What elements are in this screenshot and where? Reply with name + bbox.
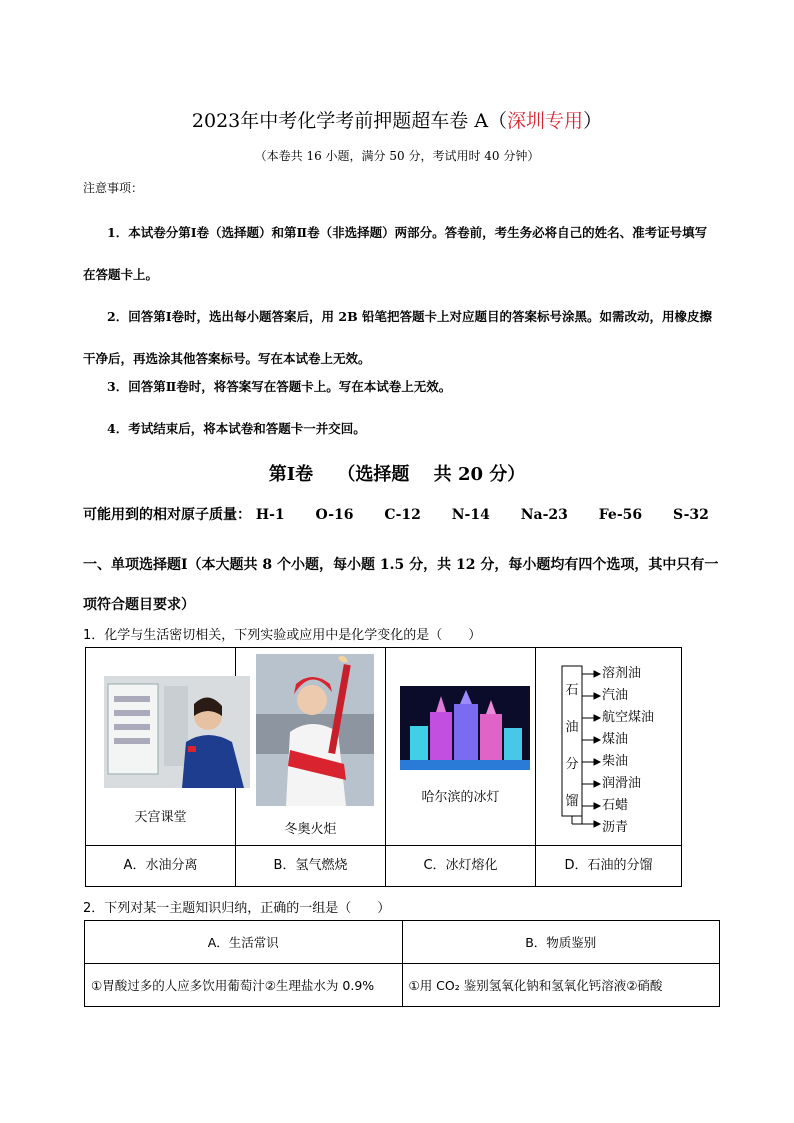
mass-na: Na-23 <box>520 507 568 523</box>
title-end: ） <box>583 110 603 132</box>
caption-torch: 冬奥火炬 <box>284 822 337 837</box>
masses-label: 可能用到的相对原子质量： <box>83 507 251 523</box>
oil-vertical-label <box>564 672 580 820</box>
tiangong-classroom-image <box>104 676 250 788</box>
oil-product: 柴油 <box>602 754 629 769</box>
oil-product: 煤油 <box>602 732 629 747</box>
caption-tiangong: 天宫课堂 <box>134 810 187 825</box>
mass-h: H-1 <box>255 507 285 523</box>
mass-c: C-12 <box>384 507 421 523</box>
oil-char-3: 分 <box>565 757 579 772</box>
oil-char-2: 油 <box>565 720 579 735</box>
notice-item-1: 1．本试卷分第Ⅰ卷（选择题）和第Ⅱ卷（非选择题）两部分。答卷前，考生务必将自己的姓名、准考证号填写在答题卡上。 <box>83 225 708 282</box>
question-1-stem: 1．化学与生活密切相关，下列实验或应用中是化学变化的是（ ） <box>83 628 482 643</box>
mass-n: N-14 <box>451 507 490 523</box>
q1-cell-a <box>86 648 236 846</box>
mass-s: S-32 <box>673 507 709 523</box>
q2-header-a: A．生活常识 <box>85 921 403 964</box>
oil-product: 航空煤油 <box>602 710 655 725</box>
q2-header-b: B．物质鉴别 <box>402 921 720 964</box>
section-title: 第Ⅰ卷 （选择题 共 20 分） <box>268 464 526 485</box>
q1-cell-c <box>386 648 536 846</box>
mass-fe: Fe-56 <box>598 507 643 523</box>
ice-lantern-image <box>400 686 530 770</box>
title-main: 2023年中考化学考前押题超车卷 A（ <box>191 110 508 132</box>
q2-cell-b1: ①用 CO₂ 鉴别氢氧化钠和氢氧化钙溶液②硝酸 <box>402 964 720 1007</box>
oil-product: 溶剂油 <box>602 666 642 681</box>
notice-heading: 注意事项： <box>83 181 144 195</box>
notice-item-3: 3．回答第Ⅱ卷时，将答案写在答题卡上。写在本试卷上无效。 <box>107 379 452 394</box>
q1-cell-b <box>236 648 386 846</box>
oil-product: 润滑油 <box>602 776 642 791</box>
option-d: D．石油的分馏 <box>536 846 682 887</box>
question-2-table <box>84 920 720 1007</box>
oil-product: 石蜡 <box>602 798 629 813</box>
oil-char-1: 石 <box>565 683 579 698</box>
atomic-masses <box>83 504 735 524</box>
part-heading: 一、单项选择题Ⅰ（本大题共 8 个小题，每小题 1.5 分，共 12 分，每小题均有四个选项，其中只有一项符合题目要求） <box>83 557 719 613</box>
q2-cell-a1: ①胃酸过多的人应多饮用葡萄汁②生理盐水为 0.9% <box>85 964 403 1007</box>
question-2-stem: 2．下列对某一主题知识归纳，正确的一组是（ ） <box>83 901 391 916</box>
title-region: 深圳专用 <box>507 110 584 132</box>
subtitle: （本卷共 16 小题，满分 50 分，考试用时 40 分钟） <box>254 149 540 163</box>
oil-product: 汽油 <box>602 688 629 703</box>
notice-item-4: 4．考试结束后，将本试卷和答题卡一并交回。 <box>107 421 366 436</box>
oil-product: 沥青 <box>602 820 629 835</box>
oil-fractionation-diagram <box>536 648 681 845</box>
olympic-torch-image <box>256 654 374 806</box>
page-title <box>0 106 794 133</box>
mass-o: O-16 <box>315 507 354 523</box>
question-1-table <box>85 647 682 887</box>
oil-char-4: 馏 <box>565 794 579 809</box>
oil-products <box>602 663 654 839</box>
option-a: A．水油分离 <box>86 846 236 887</box>
caption-ice-lantern: 哈尔滨的冰灯 <box>421 790 500 805</box>
q1-cell-d <box>536 648 682 846</box>
option-b: B．氢气燃烧 <box>236 846 386 887</box>
notice-item-2: 2．回答第Ⅰ卷时，选出每小题答案后，用 2B 铅笔把答题卡上对应题目的答案标号涂黑。如需改动，用橡皮擦干净后，再选涂其他答案标号。写在本试卷上无效。 <box>83 309 713 366</box>
option-c: C．冰灯熔化 <box>386 846 536 887</box>
